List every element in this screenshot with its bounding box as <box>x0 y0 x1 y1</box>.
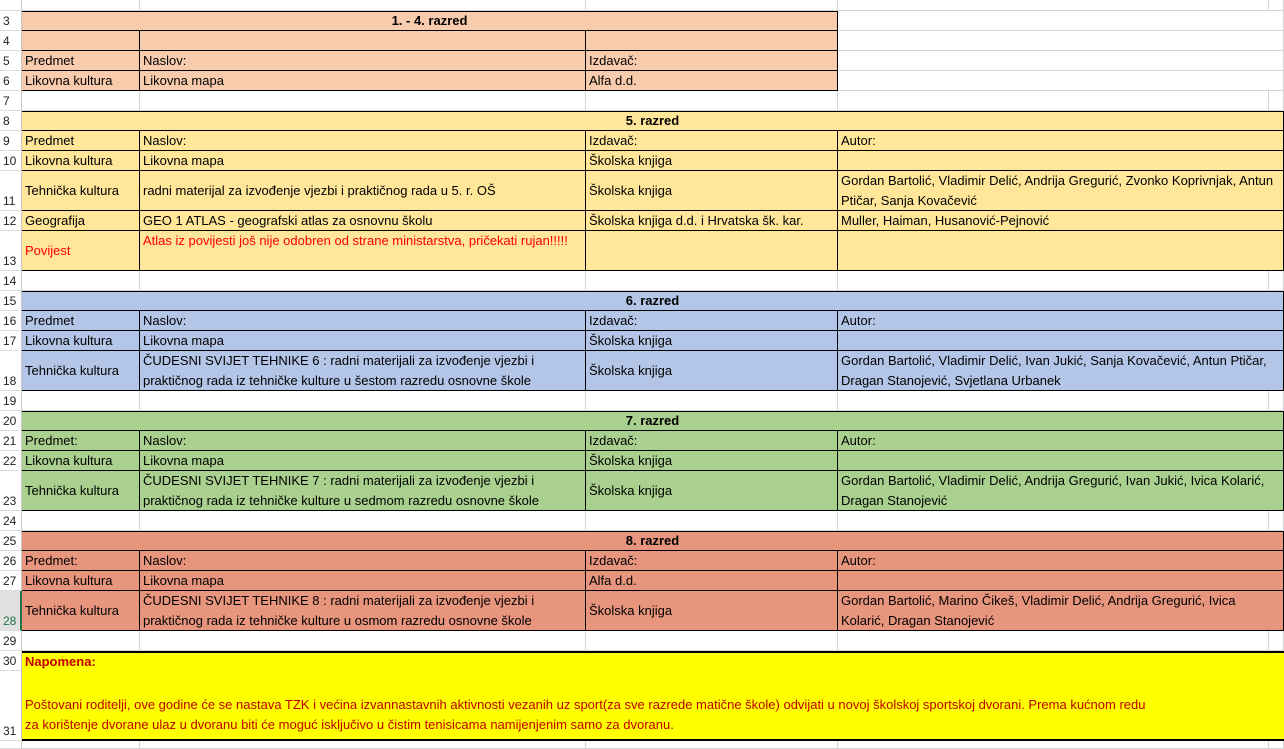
cell-izdavac[interactable]: Alfa d.d. <box>586 571 838 591</box>
header-izdavac[interactable]: Izdavač: <box>586 431 838 451</box>
cell-izdavac[interactable]: Školska knjiga <box>586 451 838 471</box>
note-text[interactable] <box>22 671 1284 739</box>
row-10 <box>0 151 1284 171</box>
row-header[interactable]: 10 <box>0 151 22 171</box>
row-22 <box>0 451 1284 471</box>
row-7 <box>0 91 1284 111</box>
group-title-5[interactable]: 5. razred <box>22 111 1284 131</box>
cell-empty[interactable] <box>586 31 838 51</box>
row-8 <box>0 111 1284 131</box>
cell-izdavac[interactable]: Školska knjiga d.d. i Hrvatska šk. kar. <box>586 211 838 231</box>
header-predmet[interactable]: Predmet: <box>22 431 140 451</box>
row-header[interactable]: 21 <box>0 431 22 451</box>
row-header[interactable]: 6 <box>0 71 22 91</box>
cell-naslov[interactable]: ČUDESNI SVIJET TEHNIKE 6 : radni materijali za izvođenje vjezbi i praktičnog rada iz tehničke kulture u šestom razredu osnovne škole <box>140 351 586 391</box>
row-header[interactable]: 7 <box>0 91 22 111</box>
row-header[interactable]: 23 <box>0 471 22 511</box>
cell-naslov[interactable]: Likovna mapa <box>140 151 586 171</box>
header-naslov[interactable]: Naslov: <box>140 51 586 71</box>
row-16 <box>0 311 1284 331</box>
header-izdavac[interactable]: Izdavač: <box>586 311 838 331</box>
note-line-2: za korištenje dvorane ulaz u dvoranu biti će moguć isključivo u čistim tenisicama namijenjenim samo za dvoranu. <box>25 717 674 732</box>
cell-izdavac[interactable]: Školska knjiga <box>586 151 838 171</box>
cell-predmet[interactable]: Likovna kultura <box>22 71 140 91</box>
row-6 <box>0 71 1284 91</box>
cell-naslov[interactable]: Likovna mapa <box>140 71 586 91</box>
row-2-partial <box>0 0 1284 11</box>
row-header[interactable]: 5 <box>0 51 22 71</box>
cell-autor[interactable]: Gordan Bartolić, Vladimir Delić, Ivan Jukić, Sanja Kovačević, Antun Ptičar, Dragan Stanojević, Svjetlana Urbanek <box>838 351 1284 391</box>
row-header[interactable]: 9 <box>0 131 22 151</box>
header-predmet[interactable]: Predmet: <box>22 551 140 571</box>
row-header[interactable]: 4 <box>0 31 22 51</box>
row-14 <box>0 271 1284 291</box>
cell-naslov[interactable]: Likovna mapa <box>140 571 586 591</box>
row-header[interactable]: 3 <box>0 11 22 31</box>
row-header[interactable]: 19 <box>0 391 22 411</box>
row-17 <box>0 331 1284 351</box>
row-19 <box>0 391 1284 411</box>
row-header[interactable]: 20 <box>0 411 22 431</box>
cell-autor[interactable] <box>838 231 1284 271</box>
row-header[interactable]: 27 <box>0 571 22 591</box>
row-header[interactable]: 16 <box>0 311 22 331</box>
row-header[interactable] <box>0 741 22 749</box>
row-15 <box>0 291 1284 311</box>
row-20 <box>0 411 1284 431</box>
header-naslov[interactable]: Naslov: <box>140 131 586 151</box>
cell-autor[interactable] <box>838 151 1284 171</box>
cell-izdavac[interactable]: Školska knjiga <box>586 591 838 631</box>
header-autor[interactable]: Autor: <box>838 131 1284 151</box>
row-header[interactable]: 15 <box>0 291 22 311</box>
cell-autor[interactable]: Muller, Haiman, Husanović-Pejnović <box>838 211 1284 231</box>
cell-izdavac[interactable]: Školska knjiga <box>586 171 838 211</box>
row-25 <box>0 531 1284 551</box>
cell-naslov[interactable]: radni materijal za izvođenje vjezbi i praktičnog rada u 5. r. OŠ <box>140 171 586 211</box>
cell-autor[interactable] <box>838 331 1284 351</box>
header-naslov[interactable]: Naslov: <box>140 431 586 451</box>
cell-naslov[interactable]: Likovna mapa <box>140 331 586 351</box>
row-23 <box>0 471 1284 511</box>
header-predmet[interactable]: Predmet <box>22 51 140 71</box>
row-header[interactable]: 14 <box>0 271 22 291</box>
row-header[interactable]: 22 <box>0 451 22 471</box>
row-26 <box>0 551 1284 571</box>
row-header[interactable]: 11 <box>0 171 22 211</box>
row-32-partial <box>0 741 1284 749</box>
header-autor[interactable]: Autor: <box>838 311 1284 331</box>
cell-empty[interactable] <box>22 31 140 51</box>
row-27 <box>0 571 1284 591</box>
row-header[interactable]: 18 <box>0 351 22 391</box>
cell-izdavac[interactable]: Školska knjiga <box>586 331 838 351</box>
header-autor[interactable]: Autor: <box>838 551 1284 571</box>
cell-predmet[interactable]: Tehnička kultura <box>22 171 140 211</box>
row-11 <box>0 171 1284 211</box>
cell-predmet[interactable]: Povijest <box>22 231 140 271</box>
note-line-1: Poštovani roditelji, ove godine će se nastava TZK i većina izvannastavnih aktivnosti vezanih uz sport(za sve razrede matične škole) odvijati u novoj školskoj sportskoj dvorani. Prema kućnom redu <box>25 697 1146 712</box>
row-28 <box>0 591 1284 631</box>
cell-predmet[interactable]: Tehnička kultura <box>22 471 140 511</box>
row-header[interactable]: 29 <box>0 631 22 651</box>
cell-autor[interactable] <box>838 571 1284 591</box>
row-4 <box>0 31 1284 51</box>
cell-naslov[interactable]: GEO 1 ATLAS - geografski atlas za osnovnu školu <box>140 211 586 231</box>
row-header[interactable]: 25 <box>0 531 22 551</box>
header-naslov[interactable]: Naslov: <box>140 551 586 571</box>
cell-naslov[interactable]: ČUDESNI SVIJET TEHNIKE 8 : radni materijali za izvođenje vjezbi i praktičnog rada iz tehničke kulture u osmom razredu osnovne škole <box>140 591 586 631</box>
cell-predmet[interactable]: Tehnička kultura <box>22 351 140 391</box>
cell-izdavac[interactable]: Školska knjiga <box>586 471 838 511</box>
cell-naslov[interactable]: ČUDESNI SVIJET TEHNIKE 7 : radni materijali za izvođenje vjezbi i praktičnog rada iz tehničke kulture u sedmom razredu osnovne škole <box>140 471 586 511</box>
cell-naslov-warning[interactable]: Atlas iz povijesti još nije odobren od strane ministarstva, pričekati rujan!!!!! <box>140 231 586 271</box>
group-title-8[interactable]: 8. razred <box>22 531 1284 551</box>
cell-predmet[interactable]: Likovna kultura <box>22 151 140 171</box>
row-header[interactable]: 17 <box>0 331 22 351</box>
row-header[interactable] <box>0 0 22 11</box>
group-title-1-4[interactable]: 1. - 4. razred <box>22 11 838 31</box>
cell-predmet[interactable]: Tehnička kultura <box>22 591 140 631</box>
header-predmet[interactable]: Predmet <box>22 311 140 331</box>
header-predmet[interactable]: Predmet <box>22 131 140 151</box>
cell-predmet[interactable]: Likovna kultura <box>22 571 140 591</box>
row-31 <box>0 671 1284 741</box>
row-header[interactable]: 26 <box>0 551 22 571</box>
cell-autor[interactable] <box>838 451 1284 471</box>
row-header[interactable]: 8 <box>0 111 22 131</box>
cell-izdavac[interactable]: Alfa d.d. <box>586 71 838 91</box>
header-naslov[interactable]: Naslov: <box>140 311 586 331</box>
header-autor[interactable]: Autor: <box>838 431 1284 451</box>
group-title-7[interactable]: 7. razred <box>22 411 1284 431</box>
row-header[interactable]: 12 <box>0 211 22 231</box>
cell-izdavac[interactable] <box>586 231 838 271</box>
header-izdavac[interactable]: Izdavač: <box>586 551 838 571</box>
row-24 <box>0 511 1284 531</box>
row-3 <box>0 11 1284 31</box>
row-header[interactable]: 13 <box>0 231 22 271</box>
row-29 <box>0 631 1284 651</box>
cell-autor[interactable]: Gordan Bartolić, Vladimir Delić, Andrija Gregurić, Zvonko Koprivnjak, Antun Ptičar, Sanja Kovačević <box>838 171 1284 211</box>
cell-naslov[interactable]: Likovna mapa <box>140 451 586 471</box>
row-9 <box>0 131 1284 151</box>
row-header[interactable]: 24 <box>0 511 22 531</box>
row-header[interactable]: 31 <box>0 671 22 741</box>
note-title[interactable]: Napomena: <box>25 654 96 669</box>
row-header-selected[interactable]: 28 <box>0 591 22 631</box>
row-13 <box>0 231 1284 271</box>
cell-predmet[interactable]: Geografija <box>22 211 140 231</box>
header-izdavac[interactable]: Izdavač: <box>586 131 838 151</box>
row-30 <box>0 651 1284 671</box>
header-izdavac[interactable]: Izdavač: <box>586 51 838 71</box>
row-header[interactable]: 30 <box>0 651 22 671</box>
cell-predmet[interactable]: Likovna kultura <box>22 331 140 351</box>
cell-izdavac[interactable]: Školska knjiga <box>586 351 838 391</box>
row-5 <box>0 51 1284 71</box>
cell-empty[interactable] <box>140 31 586 51</box>
group-title-6[interactable]: 6. razred <box>22 291 1284 311</box>
cell-predmet[interactable]: Likovna kultura <box>22 451 140 471</box>
cell-autor[interactable]: Gordan Bartolić, Vladimir Delić, Andrija Gregurić, Ivan Jukić, Ivica Kolarić, Dragan Stanojević <box>838 471 1284 511</box>
row-21 <box>0 431 1284 451</box>
row-12 <box>0 211 1284 231</box>
row-18 <box>0 351 1284 391</box>
cell-autor[interactable]: Gordan Bartolić, Marino Čikeš, Vladimir Delić, Andrija Gregurić, Ivica Kolarić, Dragan Stanojević <box>838 591 1284 631</box>
